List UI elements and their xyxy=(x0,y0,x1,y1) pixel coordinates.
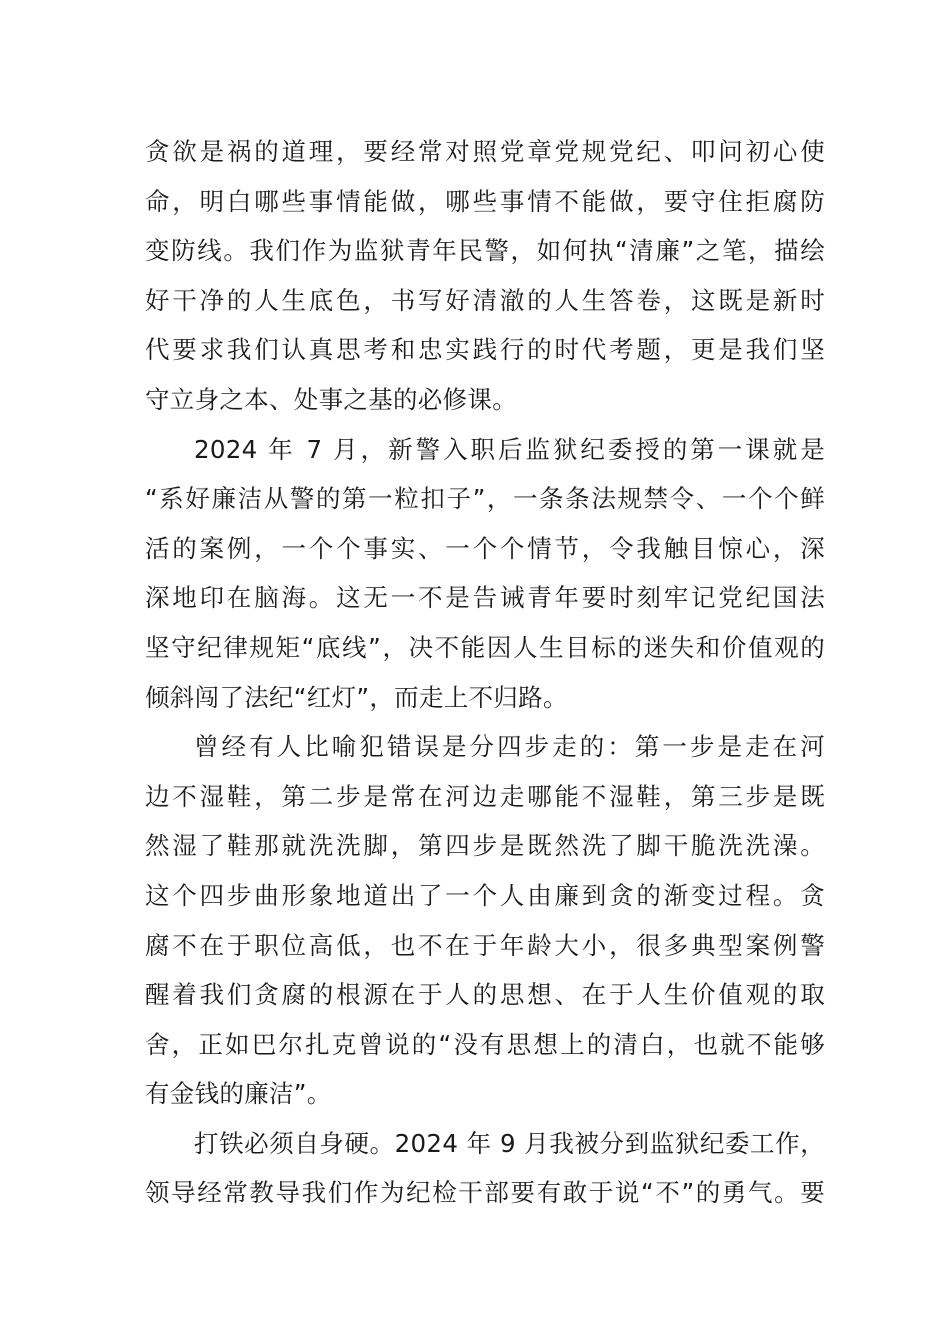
text-line: 腐不在于职位高低，也不在于年龄大小，很多典型案例警 xyxy=(145,930,825,960)
paragraph-start-line: 2024 年 7 月，新警入职后监狱纪委授的第一课就是 xyxy=(194,434,825,464)
text-line: 贪欲是祸的道理，要经常对照党章党规党纪、叩问初心使 xyxy=(145,137,825,166)
paragraph-start-line: 曾经有人比喻犯错误是分四步走的：第一步是走在河 xyxy=(194,732,825,762)
text-line: 领导经常教导我们作为纪检干部要有敢于说“不”的勇气。要 xyxy=(145,1178,825,1208)
text-line: 这个四步曲形象地道出了一个人由廉到贪的渐变过程。贪 xyxy=(145,880,825,910)
text-line: “系好廉洁从警的第一粒扣子”，一条条法规禁令、一个个鲜 xyxy=(145,484,825,514)
text-line: 深地印在脑海。这无一不是告诫青年要时刻牢记党纪国法 xyxy=(145,583,825,613)
text-line: 然湿了鞋那就洗洗脚，第四步是既然洗了脚干脆洗洗澡。 xyxy=(145,831,825,861)
paragraph-end-line: 守立身之本、处事之基的必修课。 xyxy=(145,384,517,414)
paragraph-end-line: 有金钱的廉洁”。 xyxy=(145,1079,332,1109)
text-line: 坚守纪律规矩“底线”，决不能因人生目标的迷失和价值观的 xyxy=(145,632,825,662)
body-text xyxy=(145,127,825,1218)
paragraph-end-line: 倾斜闯了法纪“红灯”，而走上不归路。 xyxy=(145,682,568,712)
text-line: 边不湿鞋，第二步是常在河边走哪能不湿鞋，第三步是既 xyxy=(145,781,825,811)
paragraph-start-line: 打铁必须自身硬。2024 年 9 月我被分到监狱纪委工作， xyxy=(194,1128,825,1158)
text-line: 好干净的人生底色，书写好清澈的人生答卷，这既是新时 xyxy=(145,285,825,315)
text-line: 活的案例，一个个事实、一个个情节，令我触目惊心，深 xyxy=(145,533,825,563)
text-line: 变防线。我们作为监狱青年民警，如何执“清廉”之笔，描绘 xyxy=(145,236,825,266)
text-line: 舍，正如巴尔扎克曾说的“没有思想上的清白，也就不能够 xyxy=(145,1029,825,1059)
text-line: 醒着我们贪腐的根源在于人的思想、在于人生价值观的取 xyxy=(145,980,825,1010)
text-line: 命，明白哪些事情能做，哪些事情不能做，要守住拒腐防 xyxy=(145,186,825,216)
text-line: 代要求我们认真思考和忠实践行的时代考题，更是我们坚 xyxy=(145,335,825,365)
